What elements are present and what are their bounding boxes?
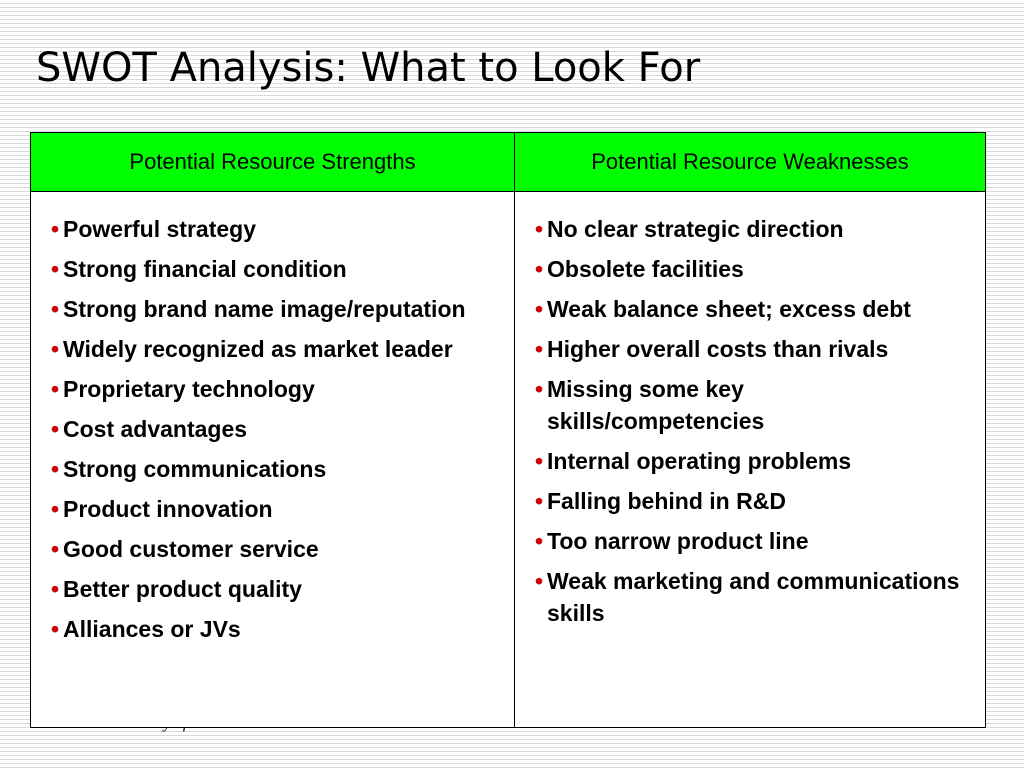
column-divider (514, 133, 515, 727)
strength-item (51, 413, 491, 445)
strengths-header: Potential Resource Strengths (129, 149, 416, 174)
weaknesses-header: Potential Resource Weaknesses (591, 149, 909, 174)
bullet-icon: • (535, 376, 544, 402)
strength-item (51, 333, 491, 365)
strength-text: Better product quality (63, 576, 302, 602)
bullet-icon: • (535, 296, 544, 322)
bullet-icon: • (51, 496, 60, 522)
weakness-text: No clear strategic direction (547, 216, 844, 242)
weakness-text: Obsolete facilities (547, 256, 744, 282)
weaknesses-list (535, 213, 965, 637)
weakness-text: Too narrow product line (547, 528, 809, 554)
weakness-text: Higher overall costs than rivals (547, 336, 889, 362)
weakness-item (535, 253, 965, 285)
weakness-text: Falling behind in R&D (547, 488, 786, 514)
bullet-icon: • (51, 576, 60, 602)
strength-item (51, 573, 491, 605)
strength-item (51, 253, 491, 285)
bullet-icon: • (51, 376, 60, 402)
strength-item (51, 453, 491, 485)
strength-text: Alliances or JVs (63, 616, 241, 642)
bullet-icon: • (51, 416, 60, 442)
strength-text: Strong brand name image/reputation (63, 296, 466, 322)
weakness-item (535, 373, 965, 437)
bullet-icon: • (51, 256, 60, 282)
strength-item (51, 533, 491, 565)
strengths-list (51, 213, 491, 653)
bullet-icon: • (535, 448, 544, 474)
weakness-item (535, 525, 965, 557)
weakness-text: Internal operating problems (547, 448, 852, 474)
bullet-icon: • (535, 528, 544, 554)
weakness-text: Weak marketing and communications skills (547, 568, 960, 626)
weakness-item (535, 485, 965, 517)
strength-text: Cost advantages (63, 416, 248, 442)
weakness-text: Weak balance sheet; excess debt (547, 296, 911, 322)
strength-text: Strong communications (63, 456, 327, 482)
bullet-icon: • (535, 256, 544, 282)
table-header-row (31, 133, 985, 192)
weakness-text: Missing some key skills/competencies (547, 376, 765, 434)
strength-text: Powerful strategy (63, 216, 256, 242)
bullet-icon: • (51, 536, 60, 562)
strength-text: Product innovation (63, 496, 273, 522)
strength-item (51, 373, 491, 405)
bullet-icon: • (535, 336, 544, 362)
bullet-icon: • (535, 488, 544, 514)
swot-table (30, 132, 986, 728)
strength-text: Good customer service (63, 536, 319, 562)
weakness-item (535, 445, 965, 477)
weakness-item (535, 213, 965, 245)
slide-title: SWOT Analysis: What to Look For (36, 45, 701, 91)
bullet-icon: • (51, 616, 60, 642)
strength-item (51, 493, 491, 525)
strength-item (51, 213, 491, 245)
bullet-icon: • (535, 216, 544, 242)
bullet-icon: • (51, 296, 60, 322)
strength-text: Proprietary technology (63, 376, 315, 402)
weakness-item (535, 565, 965, 629)
bullet-icon: • (51, 336, 60, 362)
strength-text: Strong financial condition (63, 256, 347, 282)
weakness-item (535, 333, 965, 365)
bullet-icon: • (535, 568, 544, 594)
strength-item (51, 293, 491, 325)
weakness-item (535, 293, 965, 325)
strength-item (51, 613, 491, 645)
bullet-icon: • (51, 216, 60, 242)
strength-text: Widely recognized as market leader (63, 336, 453, 362)
bullet-icon: • (51, 456, 60, 482)
